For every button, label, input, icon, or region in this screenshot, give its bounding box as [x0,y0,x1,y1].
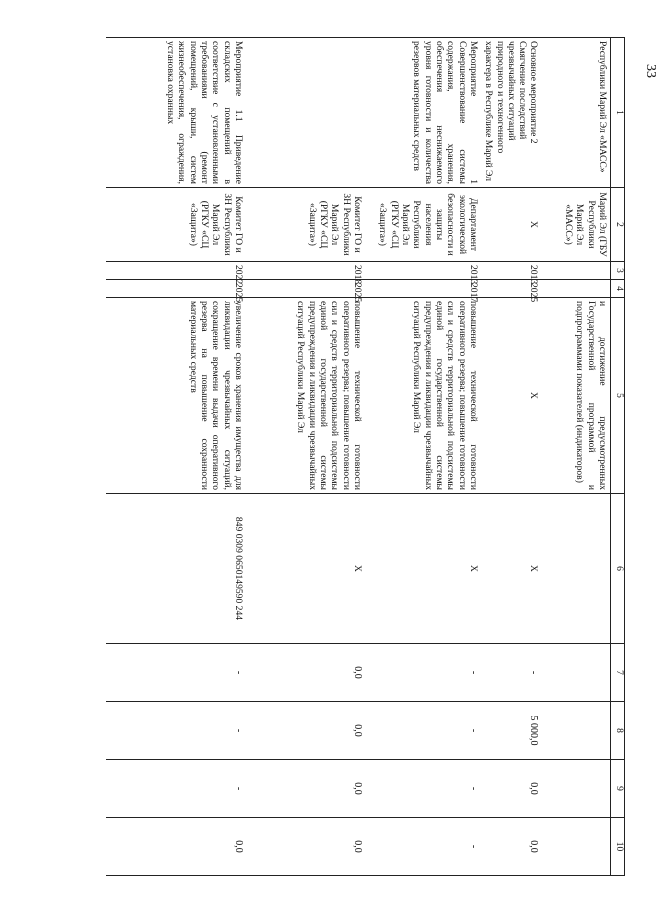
end-year: 2017 [365,280,481,298]
amount-col-7: 0,0 [246,644,365,702]
measure-name [246,38,365,188]
expected-result: и достижение предусмотренных Государственной программой и подпрограммами показателей (индикаторов) [542,298,611,494]
expected-result: X [481,298,542,494]
executor: Марий Эл (ГБУ Республики Марий Эл «МАСС») [542,188,611,262]
amount-col-9 [542,760,611,818]
amount-col-10 [542,818,611,876]
col-header-4: 4 [611,280,625,298]
budget-code: X [246,494,365,644]
end-year: 2025 [481,280,542,298]
amount-col-8: - [365,702,481,760]
start-year: 2018 [246,262,365,280]
amount-col-7 [542,644,611,702]
amount-col-8: 0,0 [246,702,365,760]
amount-col-9: - [365,760,481,818]
amount-col-9: 0,0 [246,760,365,818]
expected-result: повышение технической готовности оперативного резерва; повышение готовности сил и средств территориальной подсистемы единой государственной системы предупреждения и ликвидации чрезвычайных ситуаций Республики Марий Эл [246,298,365,494]
col-header-2: 2 [611,188,625,262]
amount-col-8: - [106,702,246,760]
amount-col-9: 0,0 [481,760,542,818]
budget-code: X [481,494,542,644]
measure-name: Основное мероприятие 2 Смягчение последствий чрезвычайных ситуаций природного и техногенного характера в Республике Марий Эл [481,38,542,188]
col-header-6: 6 [611,494,625,644]
col-header-1: 1 [611,38,625,188]
start-year: 2022 [106,262,246,280]
amount-col-8: 5 000,0 [481,702,542,760]
col-header-10: 10 [611,818,625,876]
expected-result: повышение технической готовности оперативного резерва; повышение готовности сил и средств территориальной подсистемы единой государственной системы предупреждения и ликвидации чрезвычайных ситуаций Республики Марий Эл [365,298,481,494]
executor: Комитет ГО и ЗН Республики Марий Эл (РГКУ «СЦ «Защита») [246,188,365,262]
measures-table [106,37,625,876]
budget-code: 849 0309 0650149590 244 [106,494,246,644]
amount-col-7: - [481,644,542,702]
start-year: 2013 [365,262,481,280]
start-year: 2013 [481,262,542,280]
start-year [542,262,611,280]
table-row [365,38,481,876]
amount-col-7: - [365,644,481,702]
measure-name: Республики Марий Эл «МАСС» [542,38,611,188]
table-row [246,38,365,876]
amount-col-10: 0,0 [106,818,246,876]
amount-col-10: 0,0 [481,818,542,876]
expected-result: увеличение сроков хранения имущества для ликвидации чрезвычайных ситуаций, сокращение времени выдачи оперативного резерва на повышение сохранности материальных средств [106,298,246,494]
col-header-8: 8 [611,702,625,760]
amount-col-8 [542,702,611,760]
col-header-9: 9 [611,760,625,818]
end-year: 2025 [106,280,246,298]
col-header-3: 3 [611,262,625,280]
page-number: 33 [643,64,658,78]
col-header-5: 5 [611,298,625,494]
amount-col-10: - [365,818,481,876]
executor: Департамент экологической безопасности и защиты населения Республики Марий Эл (РГКУ «СЦ «Защита») [365,188,481,262]
table-row [542,38,611,876]
amount-col-7: - [106,644,246,702]
program-table [104,37,625,875]
end-year: 2025 [246,280,365,298]
executor: Комитет ГО и ЗН Республики Марий Эл (РГКУ «СЦ «Защита») [106,188,246,262]
amount-col-9: - [106,760,246,818]
budget-code: X [365,494,481,644]
table-row [481,38,542,876]
end-year [542,280,611,298]
col-header-7: 7 [611,644,625,702]
budget-code [542,494,611,644]
table-row [106,38,246,876]
measure-name: Мероприятие 1.1 Приведение складских помещений в соответствие с установленными требованиями (ремонт помещений, крыши, систем жизнеобеспечения, ограждения, установка охранных [106,38,246,188]
amount-col-10: 0,0 [246,818,365,876]
header-row [611,38,625,876]
executor: X [481,188,542,262]
measure-name: Мероприятие 1 Совершенствование системы содержания, хранения, обеспечения неснижаемого уровня готовности и количества резервов материальных средств [365,38,481,188]
